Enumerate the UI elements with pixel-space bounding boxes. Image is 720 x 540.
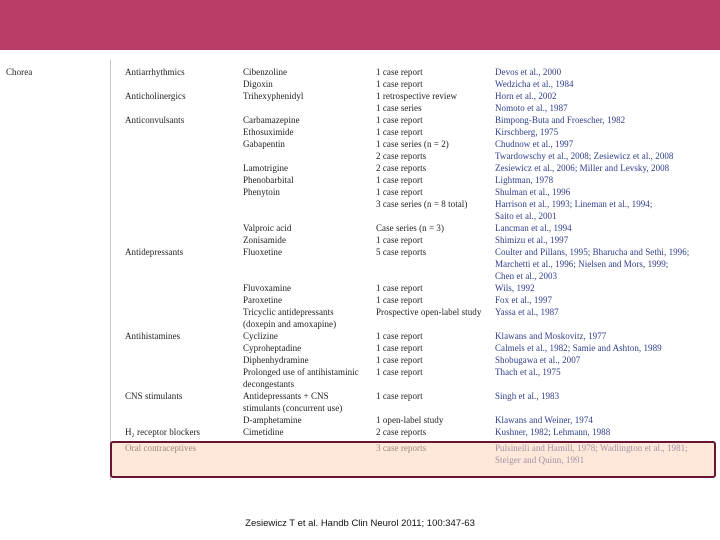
evidence-type: 5 case reports <box>376 247 427 257</box>
drug-name: stimulants (concurrent use) <box>243 403 343 413</box>
evidence-type: 2 case reports <box>376 427 427 437</box>
reference: Klawans and Moskovitz, 1977 <box>495 331 607 341</box>
reference: Saito et al., 2001 <box>495 211 557 221</box>
reference: Harrison et al., 1993; Lineman et al., 1994; <box>495 199 653 209</box>
drug-class: H₂ receptor blockers <box>125 427 201 437</box>
reference: Shulman et al., 1996 <box>495 187 571 197</box>
reference: Wedzicha et al., 1984 <box>495 79 574 89</box>
drug-name: Phenobarbital <box>243 175 294 185</box>
evidence-type: 1 case series <box>376 103 422 113</box>
evidence-type: 1 case report <box>376 127 423 137</box>
highlight-box-oral-contraceptives <box>110 441 716 478</box>
reference: Yassa et al., 1987 <box>495 307 559 317</box>
reference: Chudnow et al., 1997 <box>495 139 574 149</box>
evidence-type: Prospective open-label study <box>376 307 482 317</box>
reference: Calmels et al., 1982; Samie and Ashton, 1989 <box>495 343 662 353</box>
evidence-type: 1 case report <box>376 187 423 197</box>
reference: Singh et al., 1983 <box>495 391 560 401</box>
drug-name: Cyclizine <box>243 331 278 341</box>
reference: Shimizu et al., 1997 <box>495 235 569 245</box>
drug-name: Fluoxetine <box>243 247 282 257</box>
drug-name: Cyproheptadine <box>243 343 302 353</box>
drug-name: Paroxetine <box>243 295 282 305</box>
drug-name: Valproic acid <box>243 223 292 233</box>
evidence-type: 1 case report <box>376 235 423 245</box>
evidence-type: 3 case series (n = 8 total) <box>376 199 468 209</box>
drug-name: Cimetidine <box>243 427 284 437</box>
evidence-type: 1 case report <box>376 355 423 365</box>
drug-name: Ethosuximide <box>243 127 294 137</box>
evidence-type: 2 case reports <box>376 151 427 161</box>
drug-name: Antidepressants + CNS <box>243 391 329 401</box>
reference: Fox et al., 1997 <box>495 295 553 305</box>
evidence-type: 2 case reports <box>376 163 427 173</box>
drug-class: CNS stimulants <box>125 391 183 401</box>
evidence-type: 1 case report <box>376 295 423 305</box>
reference: Nomoto et al., 1987 <box>495 103 568 113</box>
reference: Lightman, 1978 <box>495 175 554 185</box>
drug-name: D-amphetamine <box>243 415 302 425</box>
drug-name: Trihexyphenidyl <box>243 91 304 101</box>
reference: Horn et al., 2002 <box>495 91 557 101</box>
evidence-type: 1 case report <box>376 331 423 341</box>
evidence-type: 1 case report <box>376 79 423 89</box>
evidence-type: 1 case report <box>376 67 423 77</box>
drug-class: Anticonvulsants <box>125 115 185 125</box>
drug-name: Diphenhydramine <box>243 355 309 365</box>
drug-name: Fluvoxamine <box>243 283 292 293</box>
drug-name: Cibenzoline <box>243 67 288 77</box>
evidence-type: 1 case report <box>376 175 423 185</box>
drug-name: Zonisamide <box>243 235 286 245</box>
drug-name: decongestants <box>243 379 295 389</box>
column-divider <box>110 60 111 480</box>
reference: Marchetti et al., 1996; Nielsen and Mors, 1999; <box>495 259 669 269</box>
drug-class: Antihistamines <box>125 331 181 341</box>
reference: Thach et al., 1975 <box>495 367 561 377</box>
reference: Coulter and Pillans, 1995; Bharucha and Sethi, 1996; <box>495 247 690 257</box>
reference: Klawans and Weiner, 1974 <box>495 415 593 425</box>
drug-name: Lamotrigine <box>243 163 289 173</box>
evidence-type: 1 case report <box>376 367 423 377</box>
evidence-type: Case series (n = 3) <box>376 223 445 233</box>
reference: Devos et al., 2000 <box>495 67 562 77</box>
reference: Shobugawa et al., 2007 <box>495 355 581 365</box>
evidence-type: 1 open-label study <box>376 415 444 425</box>
reference: Lancman et al., 1994 <box>495 223 572 233</box>
reference: Zesiewicz et al., 2006; Miller and Levsky, 2008 <box>495 163 670 173</box>
drug-class: Antidepressants <box>125 247 184 257</box>
drug-name: (doxepin and amoxapine) <box>243 319 337 329</box>
citation: Zesiewicz T et al. Handb Clin Neurol 2011; 100:347-63 <box>245 518 475 529</box>
reference: Chen et al., 2003 <box>495 271 558 281</box>
evidence-type: 1 retrospective review <box>376 91 458 101</box>
drug-name: Gabapentin <box>243 139 285 149</box>
evidence-type: 1 case report <box>376 391 423 401</box>
drug-name: Carbamazepine <box>243 115 300 125</box>
reference: Bimpong-Buta and Froescher, 1982 <box>495 115 626 125</box>
drug-class: Anticholinergics <box>125 91 186 101</box>
reference: Kirschberg, 1975 <box>495 127 559 137</box>
reference: Twardowschy et al., 2008; Zesiewicz et al., 2008 <box>495 151 674 161</box>
reference: Kushner, 1982; Lehmann, 1988 <box>495 427 611 437</box>
drug-class: Antiarrhythmics <box>125 67 185 77</box>
reference: Wils, 1992 <box>495 283 535 293</box>
drug-name: Digoxin <box>243 79 273 89</box>
drug-name: Tricyclic antidepressants <box>243 307 334 317</box>
evidence-type: 1 case report <box>376 115 423 125</box>
drug-name: Phenytoin <box>243 187 280 197</box>
category-label: Chorea <box>6 67 33 77</box>
evidence-type: 1 case series (n = 2) <box>376 139 449 149</box>
evidence-type: 1 case report <box>376 343 423 353</box>
evidence-type: 1 case report <box>376 283 423 293</box>
drug-name: Prolonged use of antihistaminic <box>243 367 359 377</box>
